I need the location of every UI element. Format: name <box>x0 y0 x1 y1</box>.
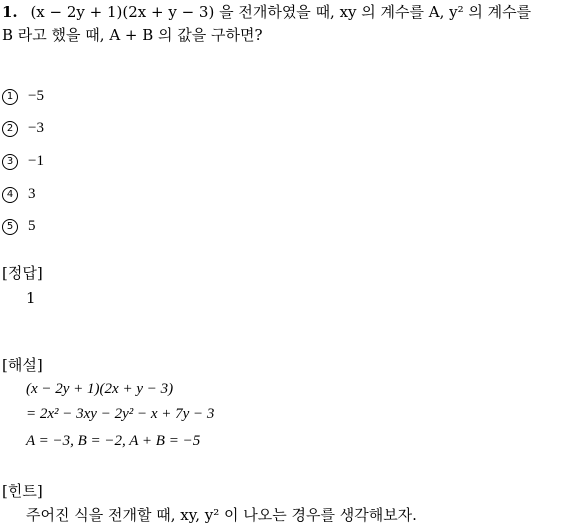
choice-5 <box>2 218 36 235</box>
choice-2-mark: 2 <box>2 121 18 137</box>
choice-1 <box>2 88 44 105</box>
question-number: 1. <box>2 3 18 21</box>
choice-5-mark: 5 <box>2 219 18 235</box>
hint-label: [힌트] <box>2 482 43 500</box>
hint-text: 주어진 식을 전개할 때, xy, y² 이 나오는 경우를 생각해보자. <box>26 506 417 524</box>
explanation-line-1: (x − 2y + 1)(2x + y − 3) <box>26 381 174 397</box>
choice-3-value: −1 <box>28 153 44 169</box>
choice-2-value: −3 <box>28 120 44 136</box>
choice-1-value: −5 <box>28 88 44 104</box>
answer-label: [정답] <box>2 264 43 282</box>
choice-4 <box>2 186 36 203</box>
choice-1-mark: 1 <box>2 89 18 105</box>
choice-5-value: 5 <box>28 218 36 234</box>
choice-4-value: 3 <box>28 186 36 202</box>
choice-4-mark: 4 <box>2 187 18 203</box>
question-text-line-1: (x − 2y + 1)(2x + y − 3) 을 전개하였을 때, xy 의 계수를 A, y² 의 계수를 <box>30 3 532 21</box>
explanation-line-3: A = −3, B = −2, A + B = −5 <box>26 433 201 449</box>
explanation-label: [해설] <box>2 356 43 374</box>
choice-3 <box>2 153 44 170</box>
choice-3-mark: 3 <box>2 154 18 170</box>
answer-value: 1 <box>26 289 36 307</box>
question-line-2 <box>2 24 263 45</box>
choice-2 <box>2 120 44 137</box>
question-text-line-2: B 라고 했을 때, A + B 의 값을 구하면? <box>2 26 263 44</box>
question-line-1 <box>2 1 531 22</box>
explanation-line-2: = 2x² − 3xy − 2y² − x + 7y − 3 <box>26 406 215 422</box>
